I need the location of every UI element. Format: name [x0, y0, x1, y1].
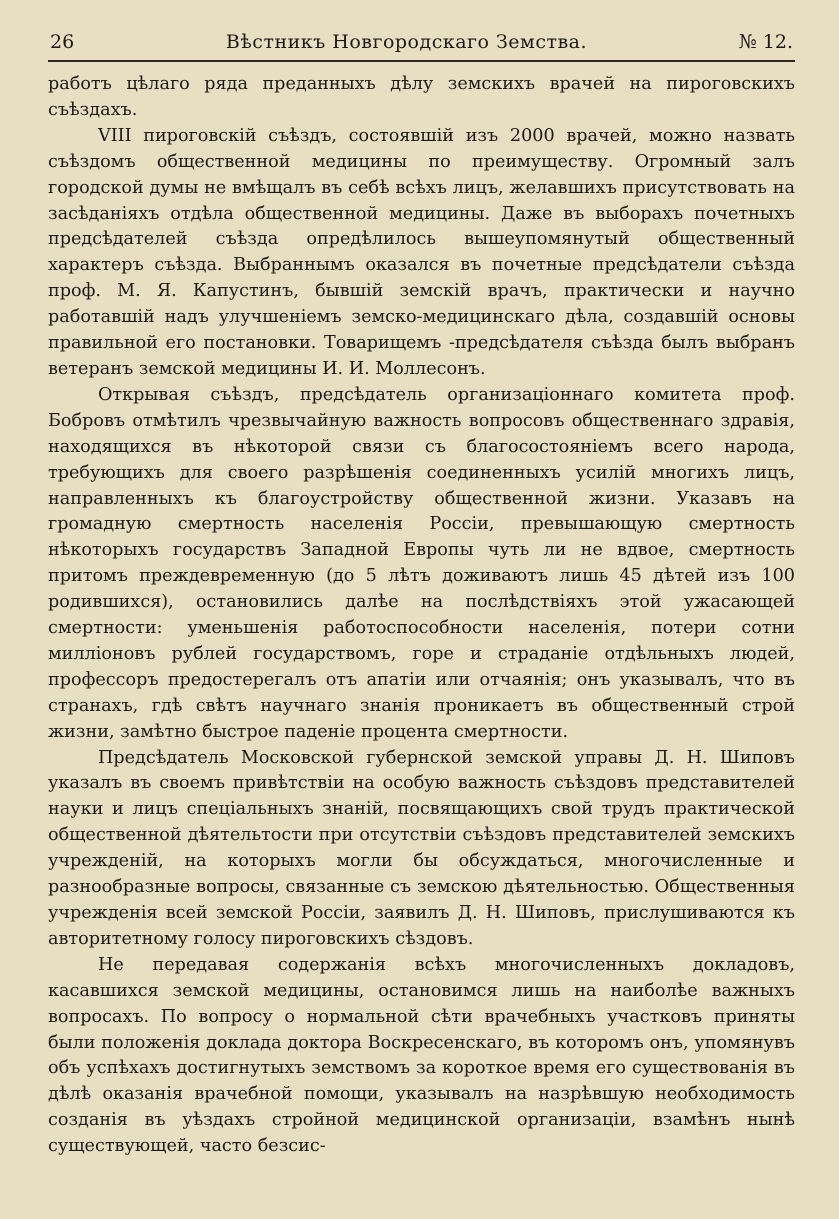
paragraph: Не передавая содержанія всѣхъ многочисленныхъ докладовъ, касавшихся земской медицины, остановимся лишь на наиболѣе важныхъ вопросахъ. По вопросу о нормальной сѣти врачебныхъ участковъ приняты были положенія доклада доктора Воскресенскаго, въ которомъ онъ, упомянувъ объ успѣхахъ достигнутыхъ земствомъ за короткое время его существованія въ дѣлѣ оказанія врачебной помощи, указывалъ на назрѣвшую необходимость созданія въ уѣздахъ стройной медицинской организаціи, взамѣнъ нынѣ существующей, часто безсис- [48, 954, 795, 1157]
paragraph: работъ цѣлаго ряда преданныхъ дѣлу земскихъ врачей на пироговскихъ съѣздахъ. [48, 74, 795, 120]
header-rule [48, 60, 795, 62]
issue-number: № 12. [738, 31, 793, 53]
paragraph: VIII пироговскій съѣздъ, состоявшій изъ 2000 врачей, можно назвать съѣздомъ общественной медицины по преимуществу. Огромный залъ городской думы не вмѣщалъ въ себѣ всѣхъ лицъ, желавшихъ присутствовать на засѣданіяхъ отдѣла общественной медицины. Даже въ выборахъ почетныхъ предсѣдателей съѣзда опредѣлилось вышеупомянутый общественный характеръ съѣзда. Выбраннымъ оказался въ почетные предсѣдатели съѣзда проф. М. Я. Капустинъ, бывшій земскій врачъ, практически и научно работавшій надъ улучшеніемъ земско-медицинскаго дѣла, создавшій основы правильной его постановки. Товарищемъ -предсѣдателя съѣзда былъ выбранъ ветеранъ земской медицины И. И. Моллесонъ. [48, 125, 795, 379]
article-body [48, 72, 795, 1160]
paragraph: Открывая съѣздъ, предсѣдатель организаціоннаго комитета проф. Бобровъ отмѣтилъ чрезвычайную важность вопросовъ общественнаго здравія, находящихся въ нѣкоторой связи съ благосостояніемъ всего народа, требующихъ для своего разрѣшенія соединенныхъ усилій многихъ лицъ, направленныхъ къ благоустройству общественной жизни. Указавъ на громадную смертность населенія Россіи, превышающую смертность нѣкоторыхъ государствъ Западной Европы чуть ли не вдвое, смертность притомъ преждевременную (до 5 лѣтъ доживаютъ лишь 45 дѣтей изъ 100 родившихся), остановились далѣе на послѣдствіяхъ этой ужасающей смертности: уменьшенія работоспособности населенія, потери сотни милліоновъ рублей государствомъ, горе и страданіе отдѣльныхъ людей, профессоръ предостерегалъ отъ апатіи или отчаянія; онъ указывалъ, что въ странахъ, гдѣ свѣтъ научнаго знанія проникаетъ въ общественный строй жизни, замѣтно быстрое паденіе процента смертности. [48, 384, 795, 742]
page-number: 26 [50, 31, 75, 53]
journal-title: Вѣстникъ Новгородскаго Земства. [225, 31, 588, 53]
paragraph: Предсѣдатель Московской губернской земской управы Д. Н. Шиповъ указалъ въ своемъ привѣтствіи на особую важность съѣздовъ представителей науки и лицъ спеціальныхъ знаній, посвящающихъ свой трудъ практической общественной дѣятельтости при отсутствіи съѣздовъ представителей земскихъ учрежденій, на которыхъ могли бы обсуждаться, многочисленные и разнообразные вопросы, связанные съ земскою дѣятельностью. Общественныя учрежденія всей земской Россіи, заявилъ Д. Н. Шиповъ, прислушиваются къ авторитетному голосу пироговскихъ сѣздовъ. [48, 747, 795, 949]
running-header [48, 30, 795, 54]
